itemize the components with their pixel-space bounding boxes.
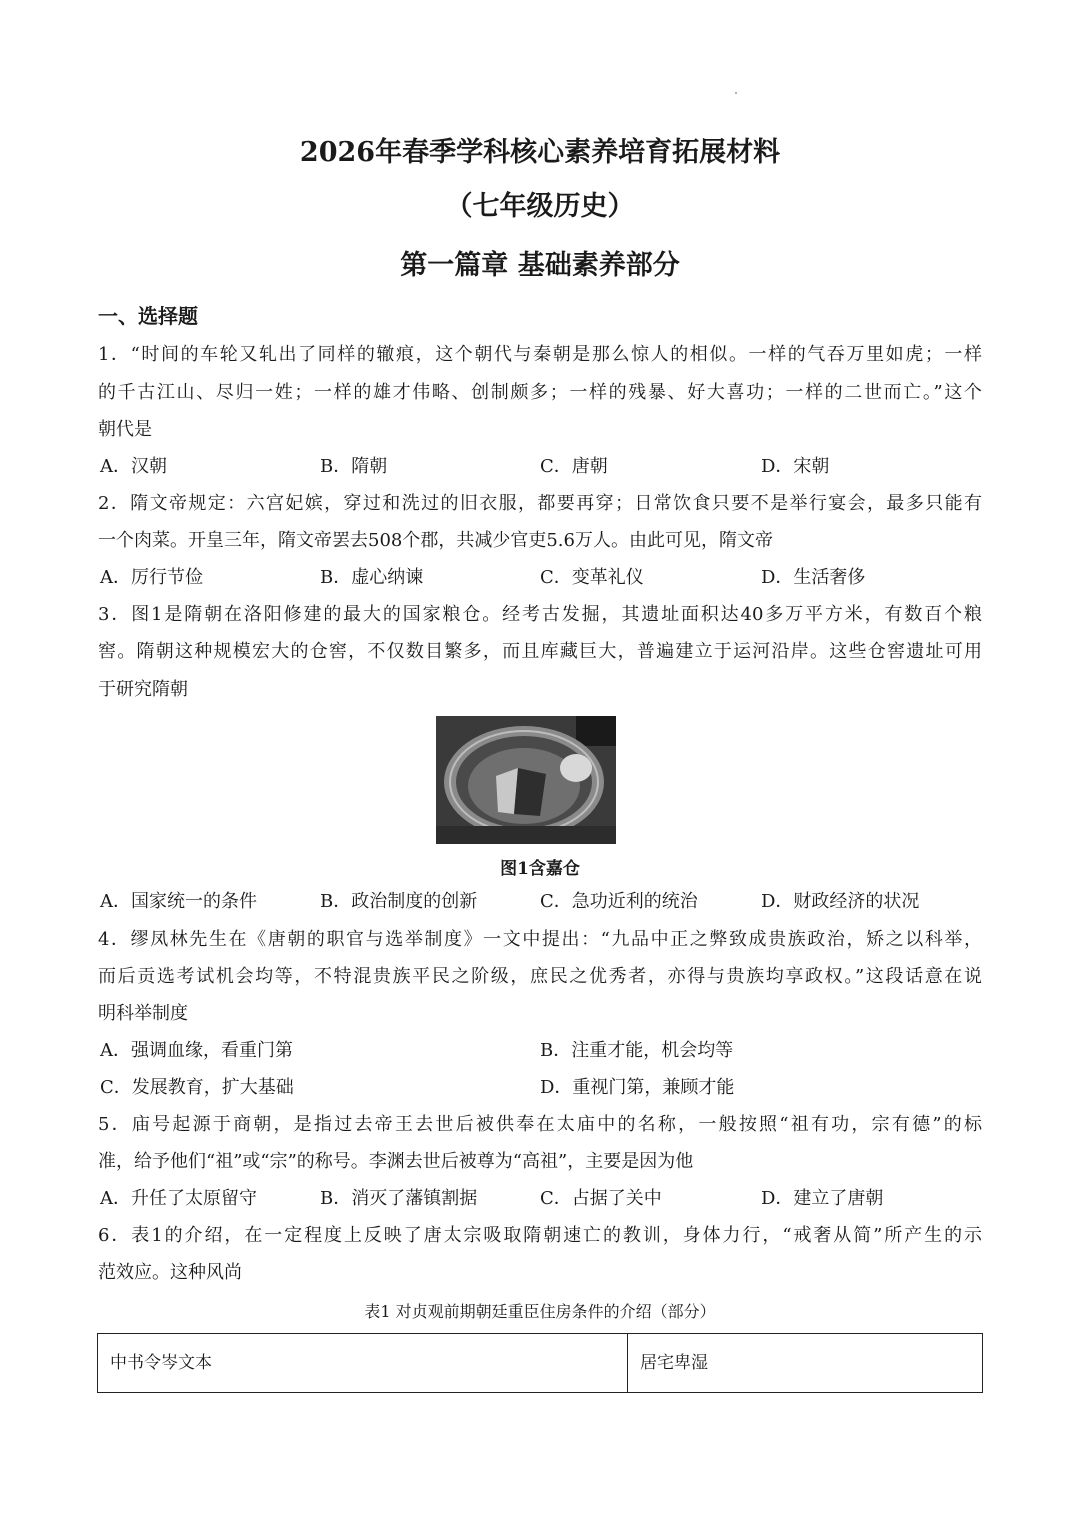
question-2-option-b: B．虚心纳谏 [320, 567, 424, 588]
question-4-option-a: A．强调血缘，看重门第 [100, 1040, 293, 1061]
question-1-option-a: A．汉朝 [100, 456, 167, 477]
question-1-line-3: 朝代是 [98, 419, 152, 440]
question-5-option-a: A．升任了太原留守 [100, 1188, 257, 1209]
question-3-option-d: D．财政经济的状况 [761, 891, 920, 912]
question-2-option-d: D．生活奢侈 [761, 567, 866, 588]
granary-photo-illustration [436, 716, 616, 844]
question-4-line-1: 4．缪凤林先生在《唐朝的职官与选举制度》一文中提出：“九品中正之弊致成贵族政治，矫之以科举， [98, 929, 982, 950]
question-3-option-c: C．急功近利的统治 [540, 891, 698, 912]
question-6-line-2: 范效应。这种风尚 [98, 1262, 242, 1283]
document-subtitle: （七年级历史） [445, 191, 635, 222]
question-1-option-b: B．隋朝 [320, 456, 388, 477]
question-2-option-a: A．厉行节俭 [100, 567, 203, 588]
chapter-title: 第一篇章 基础素养部分 [400, 250, 680, 281]
question-6-line-1: 6．表1的介绍，在一定程度上反映了唐太宗吸取隋朝速亡的教训，身体力行，“戒奢从简”所产生的示 [98, 1225, 982, 1246]
question-4-line-2: 而后贡选考试机会均等，不特混贵族平民之阶级，庶民之优秀者，亦得与贵族均享政权。”这段话意在说 [98, 966, 982, 987]
table-row [97, 1333, 983, 1393]
question-3-line-2: 窖。隋朝这种规模宏大的仓窖，不仅数目繁多，而且库藏巨大，普遍建立于运河沿岸。这些仓窖遗址可用 [98, 641, 982, 662]
question-3-option-a: A．国家统一的条件 [100, 891, 257, 912]
question-3-line-3: 于研究隋朝 [98, 679, 188, 700]
question-2-option-c: C．变革礼仪 [540, 567, 644, 588]
table-caption: 表1 对贞观前期朝廷重臣住房条件的介绍（部分） [364, 1302, 716, 1321]
question-5-option-d: D．建立了唐朝 [761, 1188, 884, 1209]
question-1-line-1: 1．“时间的车轮又轧出了同样的辙痕，这个朝代与秦朝是那么惊人的相似。一样的气吞万里如虎；一样 [98, 344, 982, 365]
question-4-option-b: B．注重才能，机会均等 [540, 1040, 734, 1061]
table-cell-official: 中书令岑文本 [98, 1334, 628, 1392]
scan-speck [735, 92, 737, 94]
question-4-line-3: 明科举制度 [98, 1003, 188, 1024]
question-5-option-c: C．占据了关中 [540, 1188, 662, 1209]
question-5-line-2: 准，给予他们“祖”或“宗”的称号。李渊去世后被尊为“高祖”，主要是因为他 [98, 1151, 694, 1172]
granary-photo [436, 716, 616, 844]
table-cell-housing: 居宅卑湿 [640, 1353, 708, 1373]
question-5-option-b: B．消灭了藩镇割据 [320, 1188, 478, 1209]
question-2-line-1: 2．隋文帝规定：六宫妃嫔，穿过和洗过的旧衣服，都要再穿；日常饮食只要不是举行宴会，最多只能有 [98, 493, 982, 514]
question-2-line-2: 一个肉菜。开皇三年，隋文帝罢去508个郡，共减少官吏5.6万人。由此可见，隋文帝 [98, 530, 773, 551]
question-1-option-c: C．唐朝 [540, 456, 608, 477]
question-3-line-1: 3．图1是隋朝在洛阳修建的最大的国家粮仓。经考古发掘，其遗址面积达40多万平方米，有数百个粮 [98, 604, 982, 625]
question-1-line-2: 的千古江山、尽归一姓；一样的雄才伟略、创制颇多；一样的残暴、好大喜功；一样的二世而亡。”这个 [98, 382, 982, 403]
document-title: 2026年春季学科核心素养培育拓展材料 [299, 137, 781, 168]
figure-caption: 图1含嘉仓 [500, 859, 580, 879]
question-3-option-b: B．政治制度的创新 [320, 891, 478, 912]
question-4-option-d: D．重视门第，兼顾才能 [540, 1077, 735, 1098]
question-1-option-d: D．宋朝 [761, 456, 830, 477]
section-heading: 一、选择题 [98, 304, 198, 328]
question-4-option-c: C．发展教育，扩大基础 [100, 1077, 294, 1098]
question-5-line-1: 5．庙号起源于商朝，是指过去帝王去世后被供奉在太庙中的名称，一般按照“祖有功，宗有德”的标 [98, 1114, 982, 1135]
